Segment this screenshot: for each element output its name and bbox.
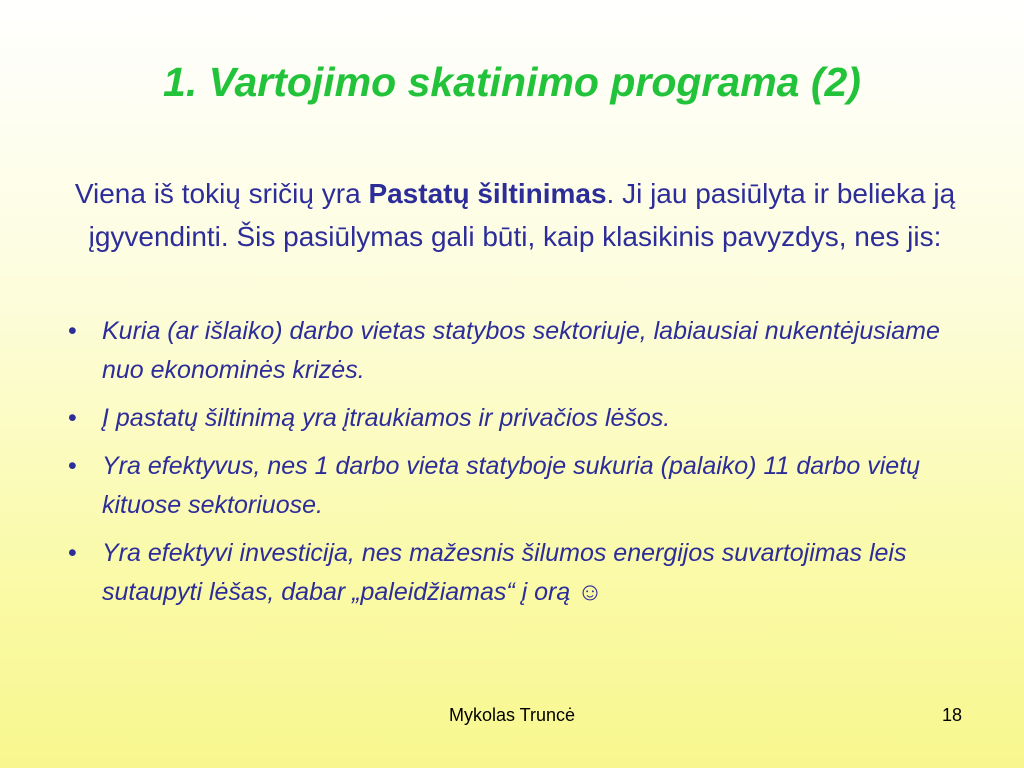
bullet-item — [60, 399, 970, 438]
bullet-text: Yra efektyvus, nes 1 darbo vieta statyboje sukuria (palaiko) 11 darbo vietų kituose sektoriuose. — [102, 452, 921, 519]
bullet-text: Kuria (ar išlaiko) darbo vietas statybos sektoriuje, labiausiai nukentėjusiame nuo ekonominės krizės. — [102, 317, 940, 384]
bullet-dot-icon: • — [68, 452, 77, 480]
bullet-dot-icon: • — [68, 404, 77, 432]
bullet-text: Į pastatų šiltinimą yra įtraukiamos ir privačios lėšos. — [102, 404, 671, 432]
footer-author: Mykolas Truncė — [448, 705, 576, 725]
intro-text-start: Viena iš tokių sričių yra — [74, 178, 369, 209]
slide-title: 1. Vartojimo skatinimo programa (2) — [163, 59, 861, 105]
intro-paragraph — [60, 172, 970, 258]
bullet-dot-icon: • — [68, 539, 77, 567]
bullet-item — [60, 447, 970, 525]
bullet-list — [60, 312, 970, 621]
bullet-dot-icon: • — [68, 317, 77, 345]
bullet-item — [60, 534, 970, 612]
bullet-text: Yra efektyvi investicija, nes mažesnis šilumos energijos suvartojimas leis sutaupyti lėšas, dabar „paleidžiamas“ į orą ☺ — [102, 539, 907, 606]
page-number: 18 — [941, 705, 962, 725]
intro-text-end: . Ji jau pasiūlyta ir belieka ją įgyvendinti. Šis pasiūlymas gali būti, kaip klasikinis pavyzdys, nes jis: — [88, 178, 956, 252]
bullet-item — [60, 312, 970, 390]
intro-highlight: Pastatų šiltinimas — [368, 178, 607, 209]
